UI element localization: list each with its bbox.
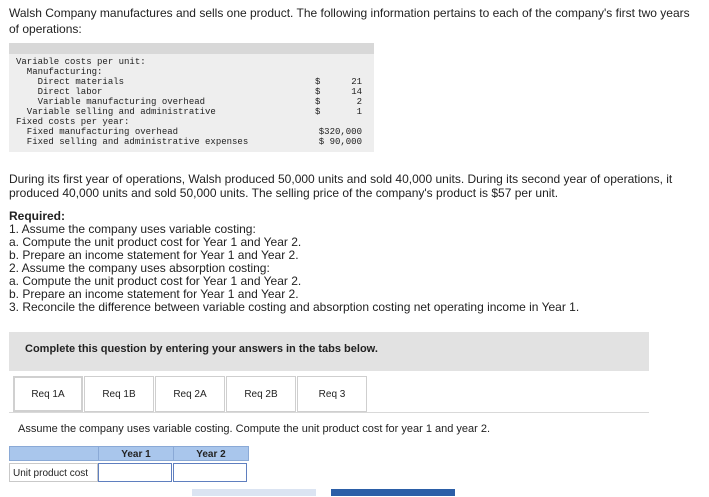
cost-row [9,117,374,127]
required-line: 1. Assume the company uses variable costing: [9,222,256,236]
tab-panel [9,412,649,497]
cost-amount: 1 [356,107,362,117]
cost-row [9,107,374,117]
problem-intro: Walsh Company manufactures and sells one product. The following information pertains to each of the company's first two years of operations: [9,6,690,36]
tab-instruction: Assume the company uses variable costing. Compute the unit product cost for year 1 and year 2. [18,423,491,435]
cost-amount: 2 [356,97,362,107]
dollar-sign: $ [315,97,321,107]
cost-label: Fixed manufacturing overhead [16,127,179,137]
tab-req-2a[interactable]: Req 2A [155,376,225,412]
row-header-blank [9,446,99,461]
cost-label: Manufacturing: [16,67,103,77]
instructions-banner: Complete this question by entering your answers in the tabs below. [9,332,649,371]
next-button[interactable] [331,489,455,496]
required-heading: Required: [9,209,66,223]
cost-row [9,77,374,87]
prev-button[interactable] [192,489,316,496]
cost-label: Variable manufacturing overhead [16,97,206,107]
tab-req-1a[interactable]: Req 1A [13,376,83,412]
cost-row [9,137,374,147]
cost-data-table [9,43,374,152]
required-line: 3. Reconcile the difference between variable costing and absorption costing net operating income in Year 1. [9,300,580,314]
cost-label: Direct labor [16,87,103,97]
row-label-unit-product-cost: Unit product cost [9,463,98,482]
year-1-input[interactable] [98,463,172,482]
cost-label: Direct materials [16,77,125,87]
column-header-year-2: Year 2 [173,446,249,461]
cost-amount: $320,000 [318,127,362,137]
year-2-input[interactable] [173,463,247,482]
cost-label: Fixed selling and administrative expenses [16,137,249,147]
tab-req-3[interactable]: Req 3 [297,376,367,412]
dollar-sign: $ [315,107,321,117]
required-line: 2. Assume the company uses absorption costing: [9,261,270,275]
tab-req-2b[interactable]: Req 2B [226,376,296,412]
required-line: b. Prepare an income statement for Year 1 and Year 2. [9,287,299,301]
required-line: b. Prepare an income statement for Year 1 and Year 2. [9,248,299,262]
dollar-sign: $ [315,77,321,87]
tab-bar [13,376,368,412]
cost-amount: 14 [351,87,362,97]
required-line: a. Compute the unit product cost for Year 1 and Year 2. [9,274,302,288]
scenario-paragraph: During its first year of operations, Walsh produced 50,000 units and sold 40,000 units. During its second year of operations, it produced 40,000 units and sold 50,000 units. The selling price of the company's product is $57 per unit. [9,172,673,200]
tab-req-1b[interactable]: Req 1B [84,376,154,412]
required-section [9,210,699,314]
dollar-sign: $ [315,87,321,97]
cost-amount: 21 [351,77,362,87]
cost-row [9,127,374,137]
required-line: a. Compute the unit product cost for Year 1 and Year 2. [9,235,302,249]
cost-label: Variable selling and administrative [16,107,216,117]
cost-label: Variable costs per unit: [16,57,146,67]
cost-label: Fixed costs per year: [16,117,130,127]
cost-amount: $ 90,000 [318,137,362,147]
cost-row [9,57,374,67]
column-header-year-1: Year 1 [98,446,174,461]
cost-row [9,97,374,107]
cost-row [9,67,374,77]
cost-row [9,87,374,97]
